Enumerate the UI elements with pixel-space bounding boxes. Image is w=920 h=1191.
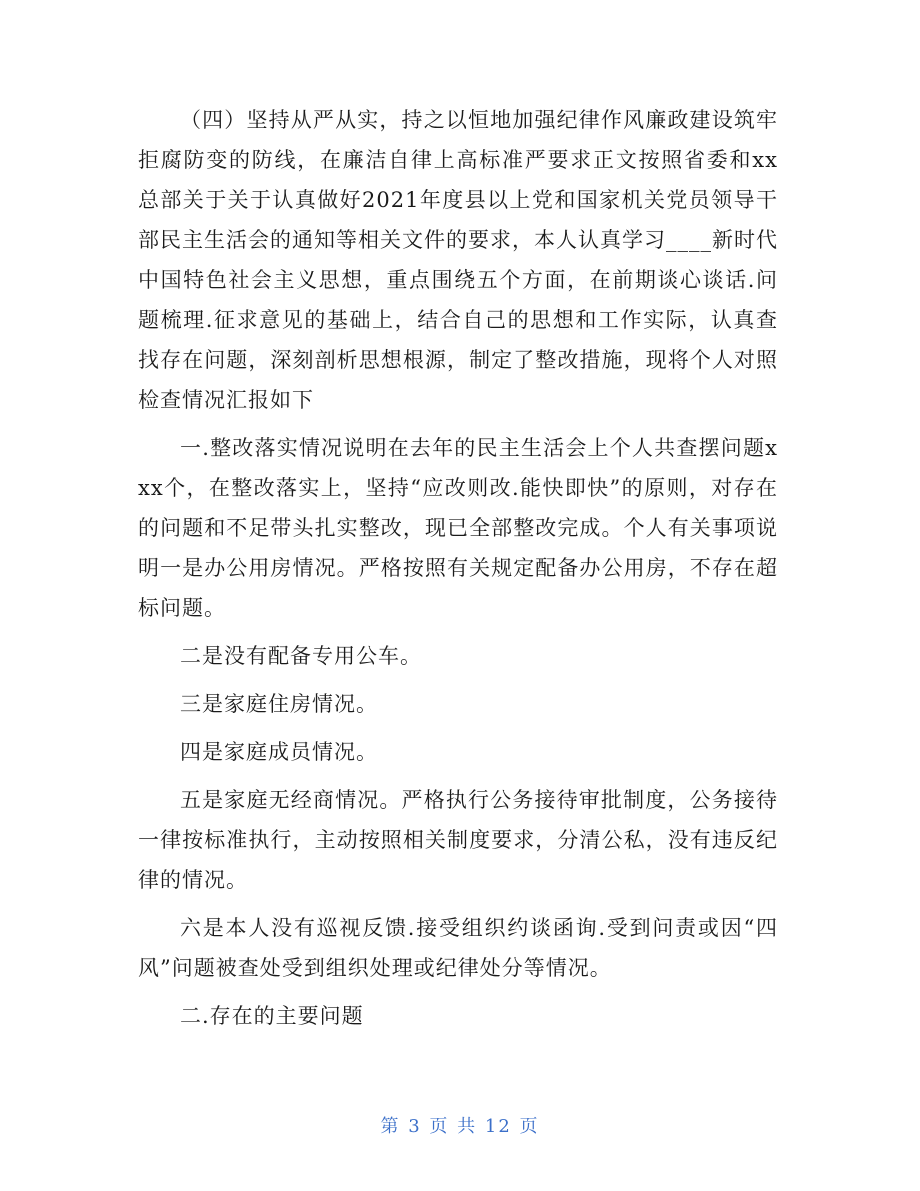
footer-mid: 页 共 — [429, 1116, 478, 1137]
paragraph-family-housing: 三是家庭住房情况。 — [180, 692, 378, 716]
section-heading-main-problems: 二.存在的主要问题 — [180, 1004, 364, 1028]
footer-prefix: 第 — [380, 1116, 401, 1137]
paragraph-no-inspection-feedback: 六是本人没有巡视反馈.接受组织约谈函询.受到问责或因“四风”问题被查处受到组织处理或纪律处分等情况。 — [138, 916, 778, 980]
paragraph-no-official-car: 二是没有配备专用公车。 — [180, 644, 422, 668]
paragraph-family-members: 四是家庭成员情况。 — [180, 740, 378, 764]
footer-total-pages: 12 — [484, 1116, 512, 1137]
page-number-footer — [0, 1112, 920, 1138]
paragraph-discipline-commitment: （四）坚持从严从实，持之以恒地加强纪律作风廉政建设筑牢拒腐防变的防线，在廉洁自律上高标准严要求正文按照省委和xx总部关于关于认真做好2021年度县以上党和国家机关党员领导干部民主生活会的通知等相关文件的要求，本人认真学习____新时代中国特色社会主义思想，重点围绕五个方面，在前期谈心谈话.问题梳理.征求意见的基础上，结合自己的思想和工作实际，认真查找存在问题，深刻剖析思想根源，制定了整改措施，现将个人对照检查情况汇报如下 — [138, 108, 778, 412]
paragraph-no-business: 五是家庭无经商情况。严格执行公务接待审批制度，公务接待一律按标准执行，主动按照相关制度要求，分清公私，没有违反纪律的情况。 — [138, 788, 778, 892]
document-body — [138, 100, 778, 1036]
footer-current-page: 3 — [408, 1116, 422, 1137]
footer-suffix: 页 — [519, 1116, 540, 1137]
paragraph-rectification-status: 一.整改落实情况说明在去年的民主生活会上个人共查摆问题xxx个，在整改落实上，坚持“应改则改.能快即快”的原则，对存在的问题和不足带头扎实整改，现已全部整改完成。个人有关事项说明一是办公用房情况。严格按照有关规定配备办公用房，不存在超标问题。 — [138, 436, 778, 620]
